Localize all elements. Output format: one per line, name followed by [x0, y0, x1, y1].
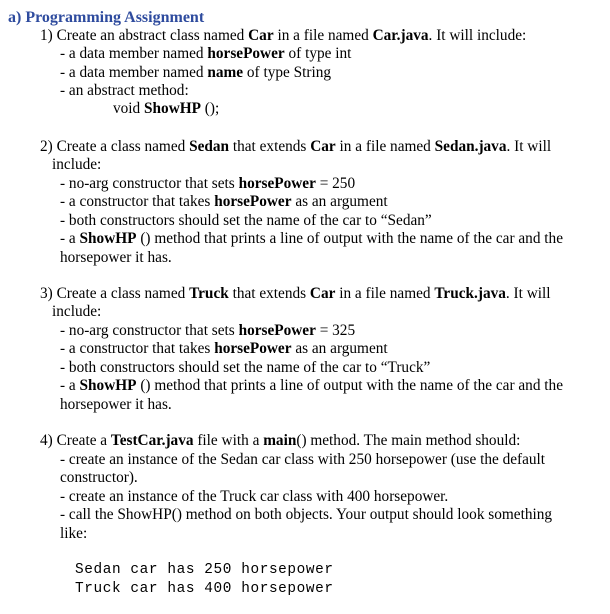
- section4-intro: 4) Create a TestCar.java file with a main() method. The main method should:: [40, 432, 521, 449]
- section2-intro-cont: include:: [52, 156, 102, 173]
- section4-bullet-sedan-cont: constructor).: [60, 469, 138, 486]
- section4-bullet-truck: - create an instance of the Truck car class with 400 horsepower.: [60, 488, 449, 505]
- section1-method-signature: void ShowHP ();: [113, 100, 220, 117]
- section2-intro: 2) Create a class named Sedan that extends Car in a file named Sedan.java. It will: [40, 138, 552, 155]
- section3-intro: 3) Create a class named Truck that extends Car in a file named Truck.java. It will: [40, 285, 551, 302]
- sample-output-line-2: Truck car has 400 horsepower: [75, 581, 334, 597]
- section2-bullet-name: - both constructors should set the name of the car to “Sedan”: [60, 212, 432, 229]
- section2-bullet-noarg: - no-arg constructor that sets horsePower = 250: [60, 175, 356, 192]
- section4-bullet-showhp-cont: like:: [60, 525, 88, 542]
- section3-bullet-noarg: - no-arg constructor that sets horsePower = 325: [60, 322, 356, 339]
- section3-bullet-name: - both constructors should set the name of the car to “Truck”: [60, 359, 431, 376]
- section2-bullet-showhp-cont: horsepower it has.: [60, 249, 172, 266]
- section3-bullet-constructor: - a constructor that takes horsePower as an argument: [60, 340, 388, 357]
- assignment-heading: a) Programming Assignment: [8, 9, 205, 26]
- section4-bullet-showhp: - call the ShowHP() method on both objects. Your output should look something: [60, 506, 553, 523]
- section1-bullet-horsepower: - a data member named horsePower of type int: [60, 45, 352, 62]
- section3-bullet-showhp: - a ShowHP () method that prints a line of output with the name of the car and the: [60, 377, 563, 394]
- section1-bullet-method: - an abstract method:: [60, 82, 189, 99]
- section2-bullet-showhp: - a ShowHP () method that prints a line of output with the name of the car and the: [60, 230, 563, 247]
- section2-bullet-constructor: - a constructor that takes horsePower as an argument: [60, 193, 388, 210]
- section3-bullet-showhp-cont: horsepower it has.: [60, 396, 172, 413]
- section1-intro: 1) Create an abstract class named Car in a file named Car.java. It will include:: [40, 27, 527, 44]
- section4-bullet-sedan: - create an instance of the Sedan car class with 250 horsepower (use the default: [60, 451, 546, 468]
- sample-output-line-1: Sedan car has 250 horsepower: [75, 562, 334, 578]
- section3-intro-cont: include:: [52, 303, 102, 320]
- section1-bullet-name: - a data member named name of type String: [60, 64, 332, 81]
